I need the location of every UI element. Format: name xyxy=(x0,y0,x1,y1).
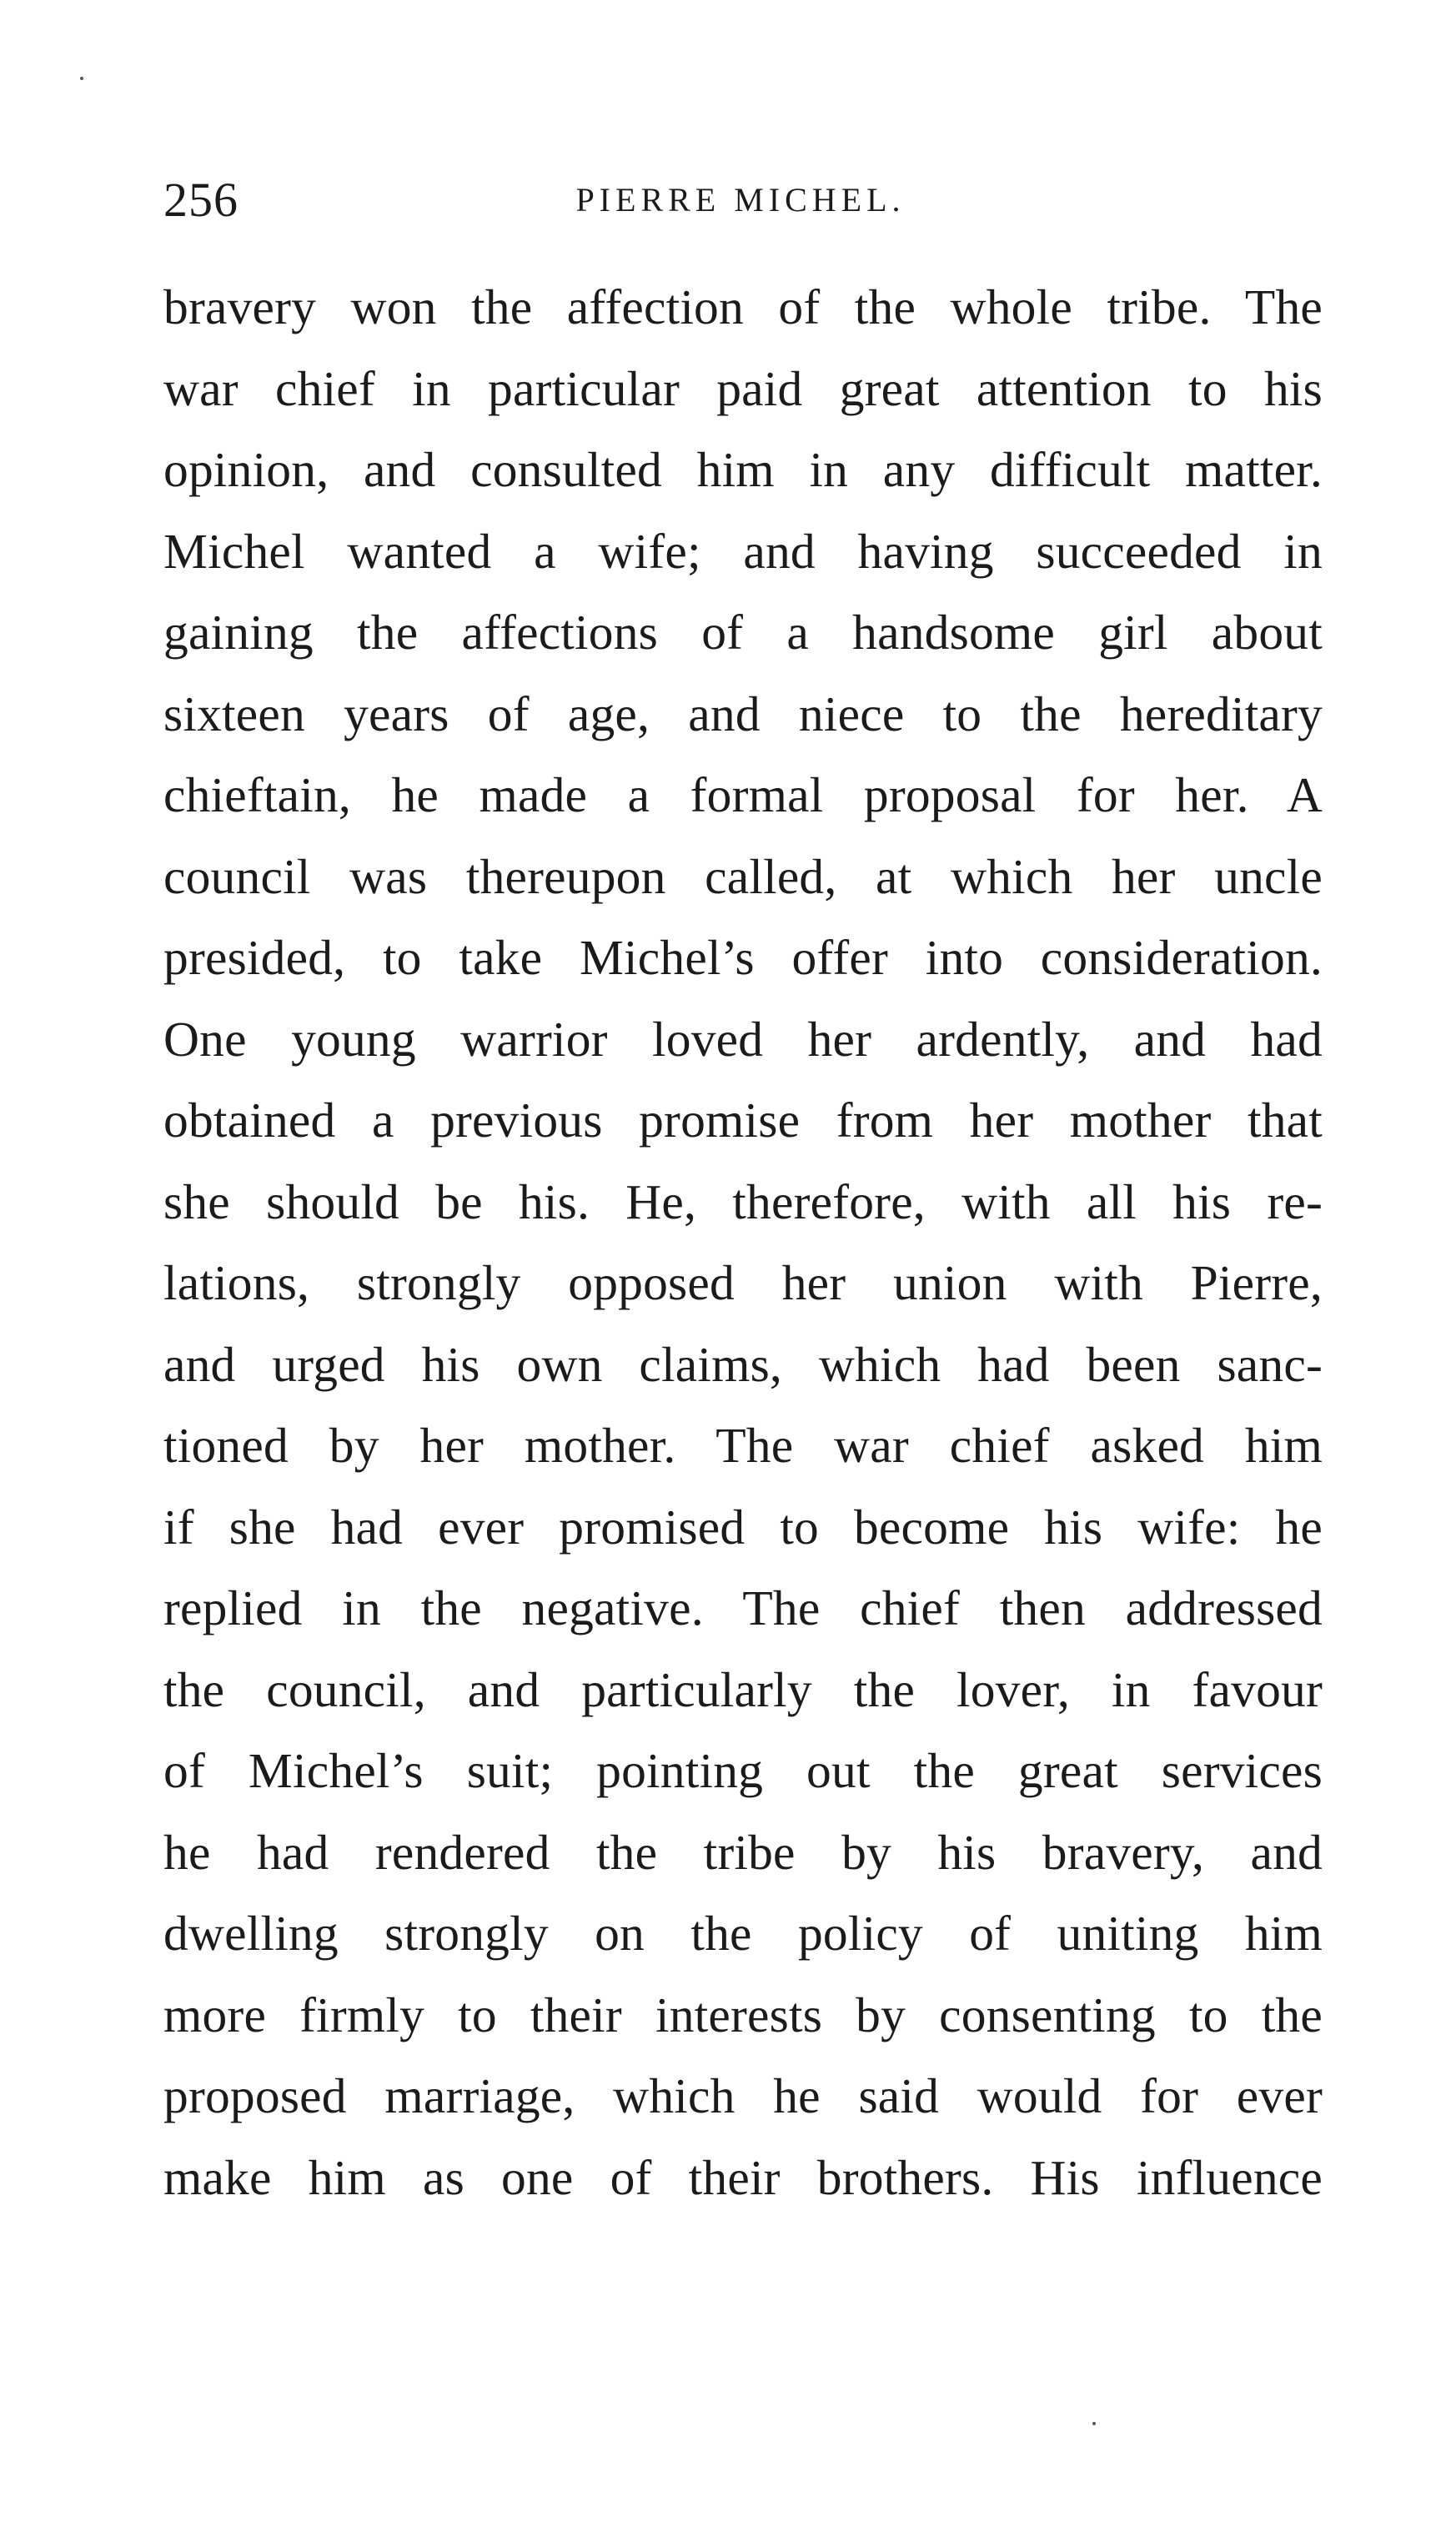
text-line: she should be his. He, therefore, with all his re- xyxy=(163,1173,1323,1229)
text-line: dwelling strongly on the policy of uniting him xyxy=(163,1906,1323,1961)
text-line: One young warrior loved her ardently, and had xyxy=(163,1011,1323,1067)
text-line: bravery won the affection of the whole tribe. The xyxy=(163,279,1323,334)
text-line: chieftain, he made a formal proposal for her. A xyxy=(163,767,1323,822)
text-line: opinion, and consulted him in any difficult matter. xyxy=(163,442,1323,497)
text-line: war chief in particular paid great attention to his xyxy=(163,360,1323,416)
print-speck xyxy=(1092,2422,1096,2425)
text-line: presided, to take Michel’s offer into consideration. xyxy=(163,930,1323,985)
text-line: make him as one of their brothers. His influence xyxy=(163,2149,1323,2205)
print-speck xyxy=(80,77,83,80)
text-line: and urged his own claims, which had been sanc- xyxy=(163,1336,1323,1392)
running-title: PIERRE MICHEL. xyxy=(575,181,906,219)
text-line: more firmly to their interests by consenting to the xyxy=(163,1987,1323,2042)
text-line: sixteen years of age, and niece to the hereditary xyxy=(163,686,1323,741)
text-line: Michel wanted a wife; and having succeeded in xyxy=(163,523,1323,579)
text-line: proposed marriage, which he said would for ever xyxy=(163,2068,1323,2123)
text-line: obtained a previous promise from her mother that xyxy=(163,1093,1323,1148)
running-head xyxy=(163,167,1318,234)
text-line: lations, strongly opposed her union with Pierre, xyxy=(163,1255,1323,1310)
text-line: council was thereupon called, at which her uncle xyxy=(163,848,1323,904)
body-text xyxy=(163,267,1323,2218)
text-line: gaining the affections of a handsome girl about xyxy=(163,605,1323,660)
text-line: tioned by her mother. The war chief asked him xyxy=(163,1418,1323,1473)
text-line: the council, and particularly the lover, in favour xyxy=(163,1661,1323,1717)
text-line: of Michel’s suit; pointing out the great services xyxy=(163,1743,1323,1798)
text-line: he had rendered the tribe by his bravery, and xyxy=(163,1824,1323,1880)
page-number: 256 xyxy=(163,173,238,227)
text-line: if she had ever promised to become his wife: he xyxy=(163,1499,1323,1555)
text-line: replied in the negative. The chief then addressed xyxy=(163,1580,1323,1635)
